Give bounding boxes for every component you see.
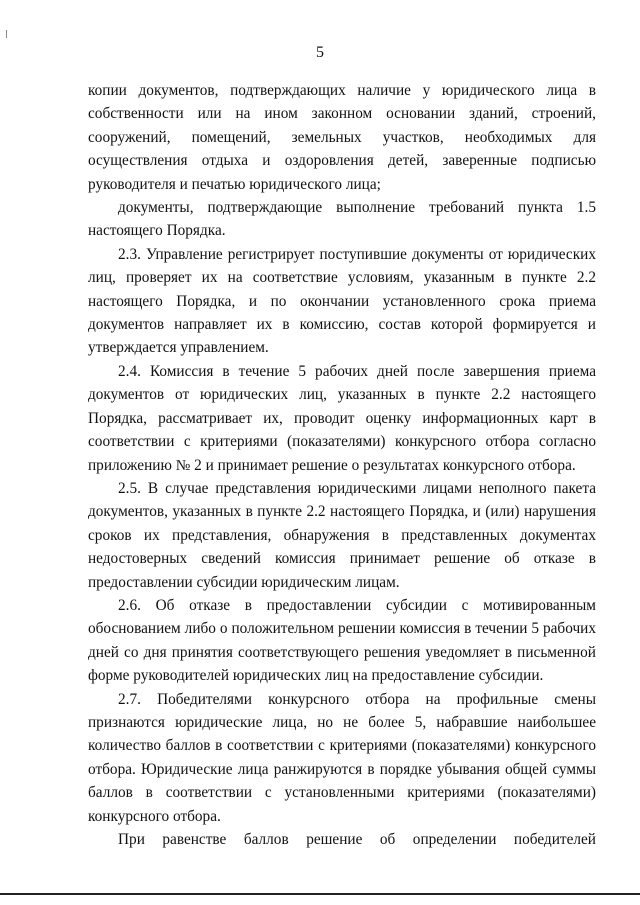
page-number: 5 [316, 44, 324, 61]
bottom-page-edge-line [0, 893, 640, 895]
body-text [88, 79, 596, 851]
scan-margin-mark [6, 30, 7, 38]
paragraph-2-5: 2.5. В случае представления юридическими лицами неполного пакета документов, указанных в пункте 2.2 настоящего Порядка, и (или) нарушения сроков их представления, обнаружения в представленных документах недостоверных сведений комиссия принимает решение об отказе в предоставлении субсидии юридическим лицам. [88, 479, 596, 591]
paragraph-requirements-documents: документы, подтверждающие выполнение требований пункта 1.5 настоящего Порядка. [88, 199, 596, 240]
paragraph-2-4: 2.4. Комиссия в течение 5 рабочих дней после завершения приема документов от юридических лиц, указанных в пункте 2.2 настоящего Порядка, рассматривает их, проводит оценку информационных карт в соответствии с критериями (показателями) конкурсного отбора согласно приложению № 2 и принимает решение о результатах конкурсного отбора. [88, 362, 596, 474]
paragraph-2-3: 2.3. Управление регистрирует поступившие документы от юридических лиц, проверяет их на соответствие условиям, указанным в пункте 2.2 настоящего Порядка, и по окончании установленного срока приема документов направляет их в комиссию, состав которой формируется и утверждается управлением. [88, 245, 596, 357]
paragraph-2-6: 2.6. Об отказе в предоставлении субсидии с мотивированным обоснованием либо о положительном решении комиссия в течении 5 рабочих дней со дня принятия соответствующего решения уведомляет в письменной форме руководителей юридических лиц на предоставление субсидии. [88, 596, 596, 685]
paragraph-tie-break: При равенстве баллов решение об определении победителей [118, 831, 596, 848]
paragraph-document-copies: копии документов, подтверждающих наличие у юридического лица в собственности или на ином законном основании зданий, строений, сооружений, помещений, земельных участков, необходимых для осуществления отдыха и оздоровления детей, заверенные подписью руководителя и печатью юридического лица; [88, 82, 596, 193]
paragraph-2-7: 2.7. Победителями конкурсного отбора на профильные смены признаются юридические лица, но не более 5, набравшие наибольшее количество баллов в соответствии с критериями (показателями) конкурсного отбора. Юридические лица ранжируются в порядке убывания общей суммы баллов в соответствии с установленными критериями (показателями) конкурсного отбора. [88, 690, 596, 825]
